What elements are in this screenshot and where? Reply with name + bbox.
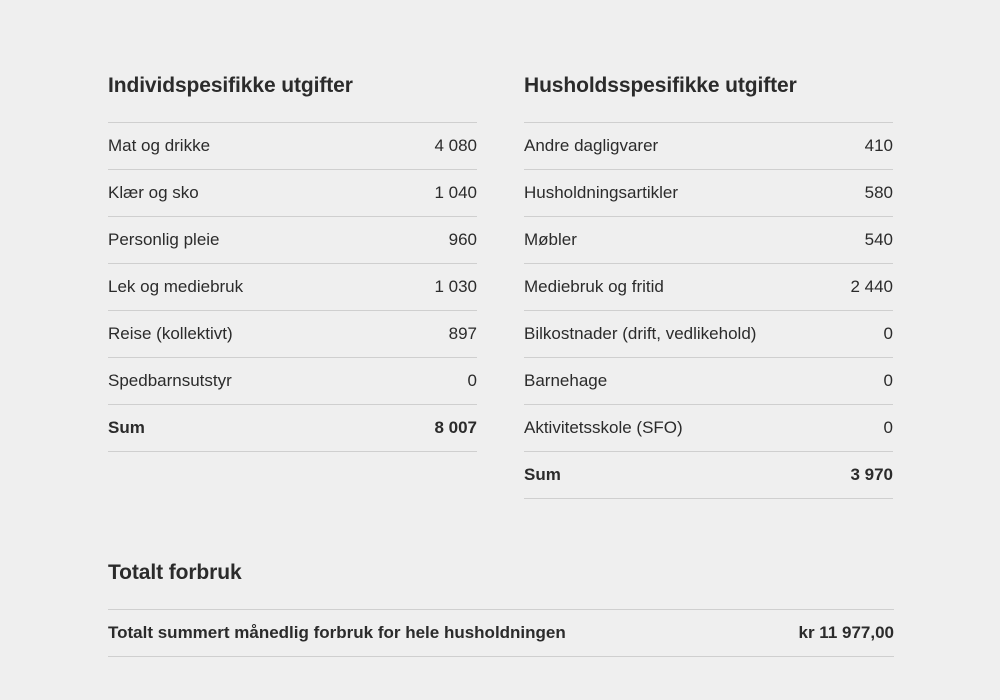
row-label: Personlig pleie: [108, 230, 220, 249]
table-row: [524, 123, 893, 170]
table-row: [108, 217, 477, 264]
total-consumption-table: [108, 609, 894, 657]
household-expenses-title: Husholdsspesifikke utgifter: [524, 74, 797, 97]
total-consumption-title: Totalt forbruk: [108, 561, 242, 584]
row-label: Husholdningsartikler: [524, 183, 679, 202]
row-value: 4 080: [434, 136, 477, 155]
row-label: Aktivitetsskole (SFO): [524, 418, 683, 437]
row-label: Barnehage: [524, 371, 608, 390]
sum-value: 3 970: [850, 465, 893, 484]
row-label: Klær og sko: [108, 183, 199, 202]
row-label: Mat og drikke: [108, 136, 211, 155]
row-value: 0: [883, 324, 893, 343]
table-row: [108, 123, 477, 170]
row-value: 960: [448, 230, 477, 249]
individual-expenses-title: Individspesifikke utgifter: [108, 74, 353, 97]
sum-label: Sum: [108, 418, 145, 437]
row-label: Mediebruk og fritid: [524, 277, 664, 296]
row-value: 580: [864, 183, 893, 202]
total-value: kr 11 977,00: [798, 623, 894, 642]
household-expenses-table: [524, 122, 893, 499]
row-label: Møbler: [524, 230, 577, 249]
table-row: [108, 170, 477, 217]
sum-row: [108, 405, 477, 452]
sum-label: Sum: [524, 465, 561, 484]
row-label: Bilkostnader (drift, vedlikehold): [524, 324, 757, 343]
row-value: 0: [467, 371, 477, 390]
row-label: Reise (kollektivt): [108, 324, 233, 343]
total-row: [108, 610, 894, 657]
row-value: 1 030: [434, 277, 477, 296]
row-label: Andre dagligvarer: [524, 136, 659, 155]
table-row: [108, 358, 477, 405]
row-value: 1 040: [434, 183, 477, 202]
sum-value: 8 007: [434, 418, 477, 437]
table-row: [524, 264, 893, 311]
total-label: Totalt summert månedlig forbruk for hele husholdningen: [108, 623, 566, 642]
table-row: [524, 358, 893, 405]
household-expenses-section: [524, 70, 893, 499]
individual-expenses-section: [108, 70, 477, 452]
sum-row: [524, 452, 893, 499]
table-row: [524, 311, 893, 358]
row-value: 0: [883, 371, 893, 390]
row-label: Spedbarnsutstyr: [108, 371, 232, 390]
table-row: [108, 311, 477, 358]
table-row: [524, 405, 893, 452]
individual-expenses-table: [108, 122, 477, 452]
row-value: 0: [883, 418, 893, 437]
total-consumption-section: [108, 557, 894, 657]
row-label: Lek og mediebruk: [108, 277, 244, 296]
row-value: 540: [864, 230, 893, 249]
table-row: [524, 170, 893, 217]
table-row: [108, 264, 477, 311]
row-value: 2 440: [850, 277, 893, 296]
table-row: [524, 217, 893, 264]
row-value: 897: [448, 324, 477, 343]
row-value: 410: [864, 136, 893, 155]
